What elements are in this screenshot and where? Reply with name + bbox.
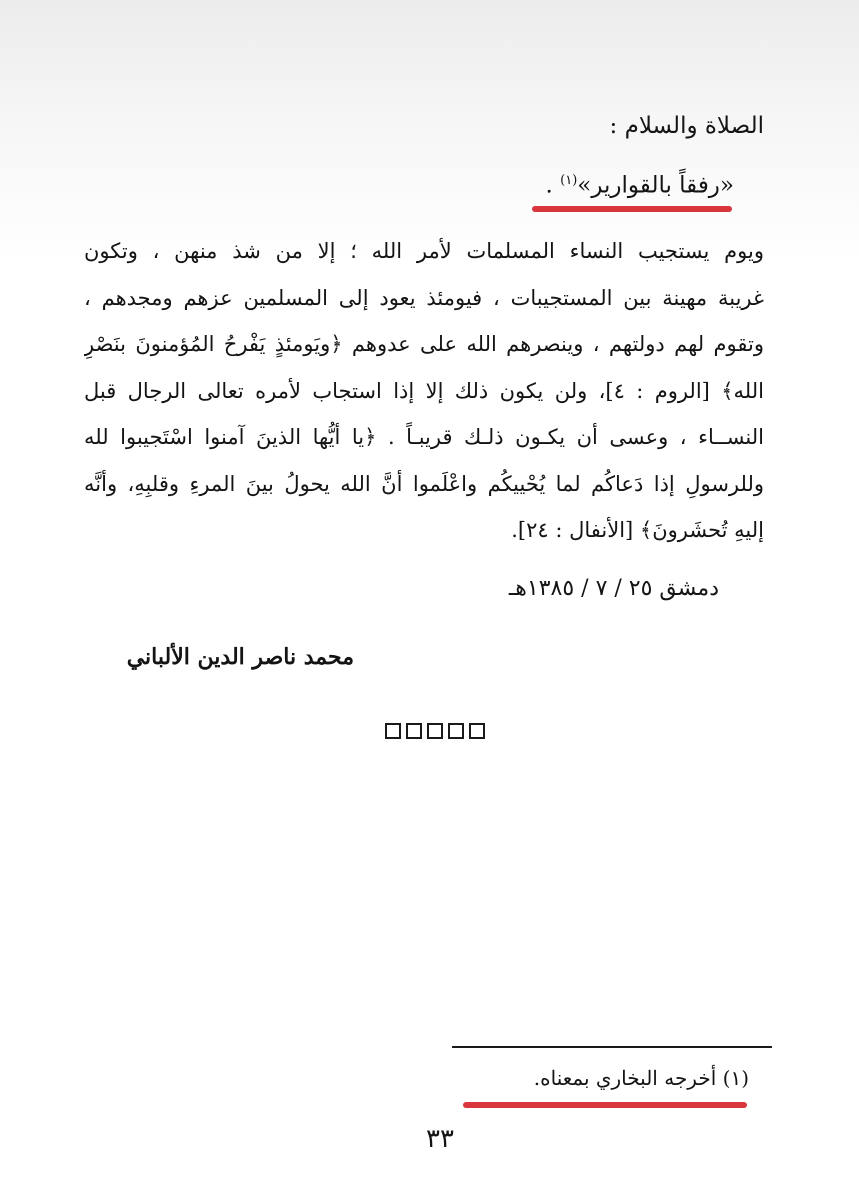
hadith-end-punctuation: . [545, 172, 561, 199]
body-line: وتقوم لهم دولتهم ، وينصرهم الله على عدوهم ﴿ويَومئذٍ يَفْرحُ المُؤمنونَ بنَصْرِ [84, 332, 764, 356]
hadith-text: «رفقاً بالقوارير» [577, 172, 734, 199]
footnote-reference: (١) [560, 173, 578, 188]
body-line: ويوم يستجيب النساء المسلمات لأمر الله ؛ إلا من شذ منهن ، وتكون [84, 239, 764, 263]
place-date: دمشق ٢٥ / ٧ / ١٣٨٥هـ [508, 576, 719, 601]
separator-square-icon [469, 723, 485, 739]
body-line: الله﴾ [الروم : ٤]، ولن يكون ذلك إلا إذا استجاب لأمره تعالى الرجال قبل [84, 378, 764, 403]
footnote-divider [452, 1046, 772, 1048]
author-signature: محمد ناصر الدين الألباني [126, 644, 354, 670]
separator-square-icon [448, 723, 464, 739]
body-line: غريبة مهينة بين المستجيبات ، فيومئذ يعود إلى المسلمين عزهم ومجدهم ، [84, 285, 764, 310]
separator-square-icon [385, 723, 401, 739]
body-line: النســاء ، وعسى أن يكـون ذلـك قريبـاً . ﴿يا أيُّها الذينَ آمنوا اسْتَجيبوا لله [84, 425, 764, 449]
separator-square-icon [427, 723, 443, 739]
red-underline-hadith [532, 206, 732, 212]
hadith-quote [334, 165, 734, 202]
separator-square-icon [406, 723, 422, 739]
body-line: وللرسولِ إذا دَعاكُم لما يُحْييكُم واعْلَموا أنَّ الله يحولُ بينَ المرءِ وقلبِهِ، وأنَّه [84, 471, 764, 496]
footnote: (١) أخرجه البخاري بمعناه. [533, 1066, 749, 1090]
section-separator [385, 723, 485, 739]
red-underline-footnote [463, 1102, 747, 1108]
body-line: إليهِ تُحشَرونَ﴾ [الأنفال : ٢٤]. [511, 518, 764, 542]
section-heading: الصلاة والسلام : [609, 113, 764, 139]
page-number: ٣٣ [426, 1124, 454, 1154]
body-paragraph [84, 228, 764, 554]
